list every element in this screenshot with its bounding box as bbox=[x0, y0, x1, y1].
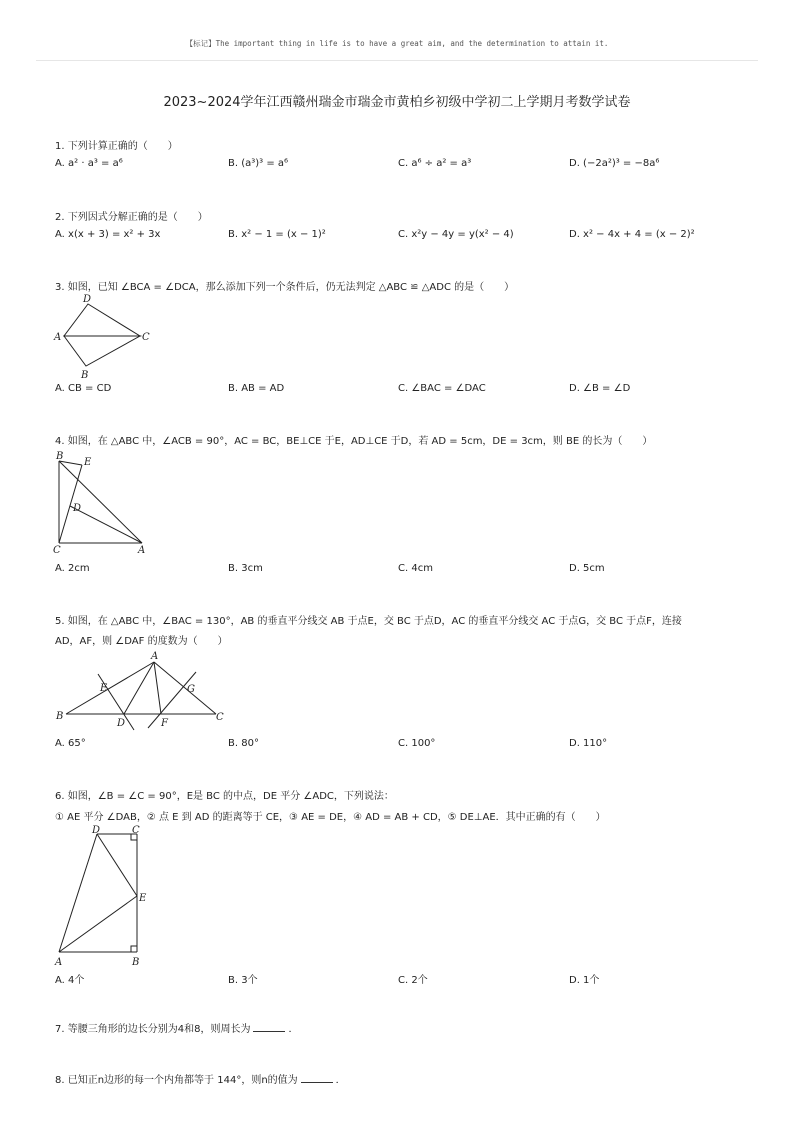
q5-label-d: D bbox=[117, 718, 126, 729]
q6-option-b[interactable]: B. 3个 bbox=[228, 975, 258, 986]
q2-option-d[interactable]: D. x² − 4x + 4 = (x − 2)² bbox=[569, 229, 695, 240]
q6-label-c: C bbox=[132, 825, 140, 836]
q2-option-b[interactable]: B. x² − 1 = (x − 1)² bbox=[228, 229, 326, 240]
q4-stem: 4. 如图，在 △ABC 中，∠ACB = 90°，AC = BC，BE⊥CE 于E，AD⊥CE 于D，若 AD = 5cm，DE = 3cm，则 BE 的长为（ ） bbox=[55, 436, 653, 447]
q5-label-b: B bbox=[56, 711, 64, 722]
q1-option-a[interactable]: A. a² · a³ = a⁶ bbox=[55, 158, 123, 169]
q3-label-c: C bbox=[142, 332, 150, 343]
q7-stem-end: ． bbox=[288, 1024, 299, 1035]
q4-label-a: A bbox=[138, 545, 146, 556]
q8-stem-end: ． bbox=[335, 1075, 346, 1086]
q2-stem: 2. 下列因式分解正确的是（ ） bbox=[55, 212, 208, 223]
q6-stem-line1: 6. 如图，∠B = ∠C = 90°，E是 BC 的中点，DE 平分 ∠ADC，下列说法： bbox=[55, 791, 394, 802]
q4-option-a[interactable]: A. 2cm bbox=[55, 563, 90, 574]
q5-stem-line1: 5. 如图，在 △ABC 中，∠BAC = 130°，AB 的垂直平分线交 AB 于点E，交 BC 于点D，AC 的垂直平分线交 AC 于点G，交 BC 于点F，连接 bbox=[55, 616, 682, 627]
q6-figure bbox=[50, 822, 160, 968]
q3-stem: 3. 如图，已知 ∠BCA = ∠DCA，那么添加下列一个条件后，仍无法判定 △ABC ≌ △ADC 的是（ ） bbox=[55, 282, 515, 293]
q3-label-d: D bbox=[83, 294, 92, 305]
q1-stem: 1. 下列计算正确的（ ） bbox=[55, 141, 178, 152]
q2-option-a[interactable]: A. x(x + 3) = x² + 3x bbox=[55, 229, 161, 240]
q6-option-c[interactable]: C. 2个 bbox=[398, 975, 428, 986]
q6-option-a[interactable]: A. 4个 bbox=[55, 975, 85, 986]
q3-option-b[interactable]: B. AB = AD bbox=[228, 383, 285, 394]
q7-answer-blank[interactable] bbox=[253, 1031, 285, 1032]
q3-figure bbox=[50, 290, 160, 382]
q5-label-a: A bbox=[151, 651, 159, 662]
q2-option-c[interactable]: C. x²y − 4y = y(x² − 4) bbox=[398, 229, 514, 240]
q8-stem: 8. 已知正n边形的每一个内角都等于 144°，则n的值为 bbox=[55, 1075, 298, 1086]
q6-label-e: E bbox=[139, 893, 147, 904]
q4-label-b: B bbox=[56, 451, 64, 462]
q4-figure bbox=[50, 447, 160, 557]
q7-question bbox=[55, 1020, 298, 1035]
q6-option-d[interactable]: D. 1个 bbox=[569, 975, 600, 986]
q8-answer-blank[interactable] bbox=[301, 1082, 333, 1083]
q3-option-a[interactable]: A. CB = CD bbox=[55, 383, 112, 394]
q5-option-c[interactable]: C. 100° bbox=[398, 738, 436, 749]
q1-option-b[interactable]: B. (a³)³ = a⁶ bbox=[228, 158, 289, 169]
q5-label-c: C bbox=[216, 712, 224, 723]
q1-option-d[interactable]: D. (−2a²)³ = −8a⁶ bbox=[569, 158, 660, 169]
q5-label-f: F bbox=[161, 718, 168, 729]
header-divider bbox=[36, 60, 758, 61]
q5-option-b[interactable]: B. 80° bbox=[228, 738, 259, 749]
q4-label-e: E bbox=[84, 457, 92, 468]
q5-option-a[interactable]: A. 65° bbox=[55, 738, 86, 749]
q5-figure bbox=[50, 648, 240, 732]
q3-label-b: B bbox=[81, 370, 89, 381]
q3-option-c[interactable]: C. ∠BAC = ∠DAC bbox=[398, 383, 486, 394]
q7-stem: 7. 等腰三角形的边长分别为4和8，则周长为 bbox=[55, 1024, 251, 1035]
q1-option-c[interactable]: C. a⁶ ÷ a² = a³ bbox=[398, 158, 472, 169]
q6-label-b: B bbox=[132, 957, 140, 968]
q5-label-g: G bbox=[187, 684, 195, 695]
q4-label-d: D bbox=[73, 503, 82, 514]
q3-label-a: A bbox=[54, 332, 62, 343]
q5-label-e: E bbox=[100, 683, 108, 694]
q6-label-d: D bbox=[92, 825, 101, 836]
q4-option-c[interactable]: C. 4cm bbox=[398, 563, 433, 574]
q8-question bbox=[55, 1071, 346, 1086]
q3-option-d[interactable]: D. ∠B = ∠D bbox=[569, 383, 631, 394]
q6-label-a: A bbox=[55, 957, 63, 968]
q5-stem-line2: AD，AF，则 ∠DAF 的度数为（ ） bbox=[55, 636, 228, 647]
header-motto: 【标记】The important thing in life is to have a great aim, and the determination to attain it. bbox=[185, 39, 609, 48]
q4-option-d[interactable]: D. 5cm bbox=[569, 563, 605, 574]
q5-option-d[interactable]: D. 110° bbox=[569, 738, 608, 749]
q4-label-c: C bbox=[53, 545, 61, 556]
exam-title: 2023~2024学年江西赣州瑞金市瑞金市黄柏乡初级中学初二上学期月考数学试卷 bbox=[163, 95, 631, 110]
q6-stem-line2: ① AE 平分 ∠DAB，② 点 E 到 AD 的距离等于 CE，③ AE = DE，④ AD = AB + CD，⑤ DE⊥AE．其中正确的有（ ） bbox=[55, 812, 606, 823]
q4-option-b[interactable]: B. 3cm bbox=[228, 563, 263, 574]
